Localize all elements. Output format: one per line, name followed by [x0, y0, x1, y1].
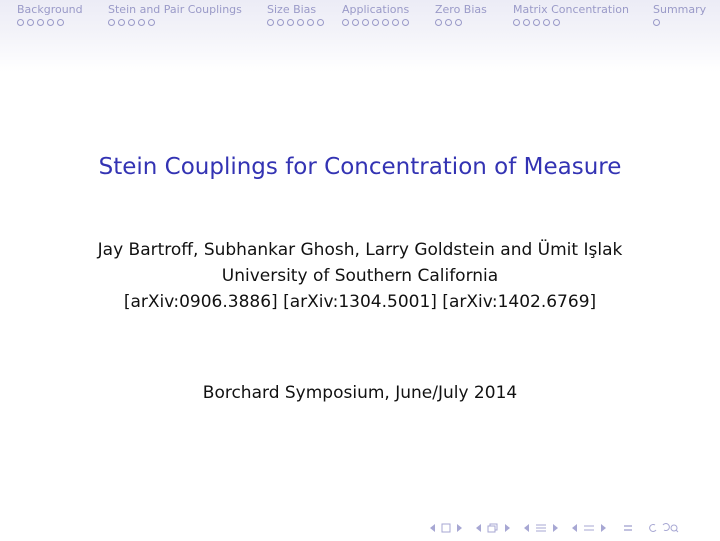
next-slide-button[interactable] [454, 521, 464, 535]
prev-slide-button[interactable] [428, 521, 438, 535]
frame-dot[interactable] [138, 19, 145, 26]
nav-section-label[interactable]: Zero Bias [435, 3, 487, 16]
nav-section-matrix-concentration[interactable] [513, 3, 629, 26]
next-subsection-button[interactable] [550, 521, 560, 535]
frame-dot[interactable] [445, 19, 452, 26]
prev-section-button[interactable] [570, 521, 580, 535]
nav-section-dots [513, 19, 629, 26]
frame-dot[interactable] [362, 19, 369, 26]
frame-dot[interactable] [297, 19, 304, 26]
frame-dot[interactable] [435, 19, 442, 26]
frame-dot[interactable] [372, 19, 379, 26]
next-frame-button[interactable] [502, 521, 512, 535]
align-icon[interactable] [622, 521, 634, 535]
nav-section-dots [108, 19, 242, 26]
subsection-icon [534, 521, 548, 535]
nav-section-label[interactable]: Summary [653, 3, 707, 16]
frame-dot[interactable] [553, 19, 560, 26]
frame-dot[interactable] [148, 19, 155, 26]
frame-dot[interactable] [307, 19, 314, 26]
nav-section-label[interactable]: Size Bias [267, 3, 317, 16]
nav-section-applications[interactable] [342, 3, 409, 26]
slide-event: Borchard Symposium, June/July 2014 [202, 383, 518, 403]
nav-section-size-bias[interactable] [267, 3, 324, 26]
section-icon [582, 521, 596, 535]
nav-section-label[interactable]: Background [17, 3, 83, 16]
frame-dot[interactable] [277, 19, 284, 26]
prev-frame-button[interactable] [474, 521, 484, 535]
frame-dot[interactable] [543, 19, 550, 26]
frame-dot[interactable] [533, 19, 540, 26]
frame-dot[interactable] [513, 19, 520, 26]
frame-dot[interactable] [402, 19, 409, 26]
slide-authors: Jay Bartroff, Subhankar Ghosh, Larry Goldstein and Ümit Işlak [97, 240, 623, 260]
frame-dot[interactable] [267, 19, 274, 26]
frame-dot[interactable] [118, 19, 125, 26]
nav-section-dots [267, 19, 324, 26]
frame-dot[interactable] [382, 19, 389, 26]
frame-icon [486, 521, 500, 535]
frame-dot[interactable] [523, 19, 530, 26]
beamer-navigation-bar [428, 520, 680, 536]
frame-dot[interactable] [653, 19, 660, 26]
frame-dot[interactable] [37, 19, 44, 26]
slide-icon [440, 521, 452, 535]
frame-dot[interactable] [17, 19, 24, 26]
frame-dot[interactable] [287, 19, 294, 26]
frame-dot[interactable] [108, 19, 115, 26]
section-navigation [0, 3, 720, 33]
nav-section-zero-bias[interactable] [435, 3, 487, 26]
nav-section-summary[interactable] [653, 3, 706, 26]
nav-section-label[interactable]: Matrix Concentration [513, 3, 629, 16]
frame-dot[interactable] [27, 19, 34, 26]
frame-dot[interactable] [392, 19, 399, 26]
nav-section-stein-pair[interactable] [108, 3, 242, 26]
frame-dot[interactable] [128, 19, 135, 26]
frame-dot[interactable] [352, 19, 359, 26]
nav-section-dots [653, 19, 706, 26]
nav-section-label[interactable]: Stein and Pair Couplings [108, 3, 242, 16]
nav-section-dots [435, 19, 487, 26]
frame-dot[interactable] [317, 19, 324, 26]
nav-section-background[interactable] [17, 3, 83, 26]
nav-section-dots [17, 19, 83, 26]
next-section-button[interactable] [598, 521, 608, 535]
prev-subsection-button[interactable] [522, 521, 532, 535]
frame-dot[interactable] [455, 19, 462, 26]
slide-title: Stein Couplings for Concentration of Measure [98, 154, 622, 180]
frame-dot[interactable] [47, 19, 54, 26]
slide-references: [arXiv:0906.3886] [arXiv:1304.5001] [arXiv:1402.6769] [123, 292, 597, 312]
frame-dot[interactable] [342, 19, 349, 26]
nav-section-dots [342, 19, 409, 26]
nav-section-label[interactable]: Applications [342, 3, 410, 16]
frame-dot[interactable] [57, 19, 64, 26]
slide-affiliation: University of Southern California [221, 266, 499, 286]
search-back-icon[interactable] [648, 521, 680, 535]
